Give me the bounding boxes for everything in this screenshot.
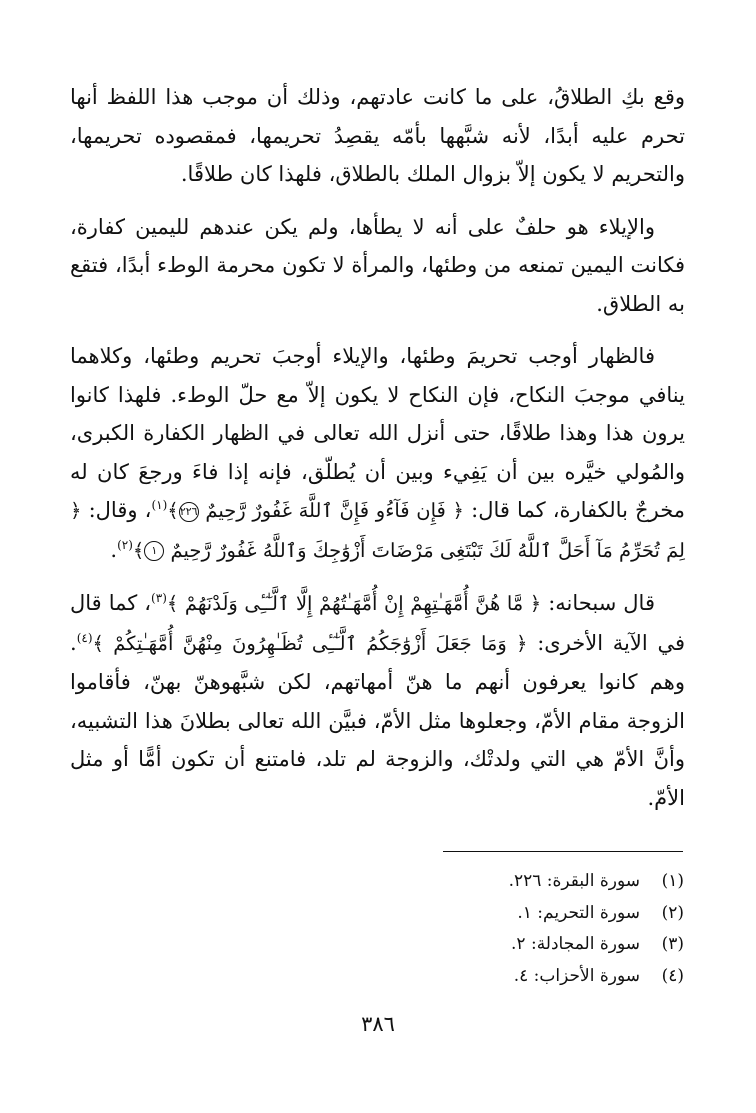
footnote-number: (١)	[661, 871, 684, 891]
footnote-text: سورة الأحزاب: ٤.	[513, 965, 640, 986]
paragraph-4-text: قال سبحانه:	[548, 591, 655, 615]
quran-verse-3: ﴿ مَّا هُنَّ أُمَّهَـٰتِهِمْ إِنْ أُمَّهَـٰتُهُمْ إِلَّا ٱلَّـٰٓـِٔى وَلَدْنَهُمْ ﴾	[166, 592, 542, 615]
footnote-separator	[443, 851, 683, 852]
quran-verse-4: ﴿ وَمَا جَعَلَ أَزْوَٰجَكُمُ ٱلَّـٰٓـِٔى تُظَـٰهِرُونَ مِنْهُنَّ أُمَّهَـٰتِكُمْ ﴾	[92, 631, 528, 655]
main-text	[70, 78, 685, 817]
paragraph-2: والإيلاء هو حلفٌ على أنه لا يطأها، ولم يكن عندهم لليمين كفارة، فكانت اليمين تمنعه من وطئها، والمرأة لا تكون محرمة الوطء أبدًا، فتقع به الطلاق.	[70, 214, 685, 316]
quran-verse-1	[167, 499, 464, 522]
footnotes	[324, 866, 684, 992]
footnote-1	[324, 866, 684, 898]
paragraph-4-continuation: ، كما قال في الآية الأخرى:	[70, 591, 685, 655]
paragraph-3-continuation: ، وقال:	[88, 498, 152, 522]
page-number: ٣٨٦	[361, 1012, 395, 1036]
paragraph-3-text: فالظهار أوجب تحريمَ وطئها، والإيلاء أوجبَ تحريم وطئها، وكلاهما ينافي موجبَ النكاح، فإن النكاح لا يكون إلاّ مع حلّ الوطء. فلهذا كانوا يرون هذا وهذا طلاقًا، حتى أنزل الله تعالى في الظهار الكفارة الكبرى، والمُولي خيَّره بين أن يَفِيء وبين أن يُطلّق، فإنه إذا فاءَ ورجعَ كان له مخرجٌ بالكفارة، كما قال:	[70, 344, 686, 522]
footnote-3	[324, 929, 684, 961]
footnote-text: سورة البقرة: ٢٢٦.	[508, 871, 640, 891]
quran-bracket-close: ﴾	[167, 499, 179, 522]
paragraph-3	[70, 337, 685, 570]
footnote-number: (٤)	[661, 965, 684, 986]
paragraph-1: وقع بكِ الطلاقُ، على ما كانت عادتهم، وذلك أن موجب هذا اللفظ أنها تحرم عليه أبدًا، لأنه شبَّهها بأمّه يقصِدُ تحريمها، فمقصوده تحريمها، والتحريم لا يكون إلاّ بزوال الملك بالطلاق، فلهذا كان طلاقًا.	[70, 85, 685, 186]
ayah-number-marker: ١	[144, 541, 164, 561]
footnote-ref-3[interactable]: (٣)	[151, 591, 167, 605]
footnote-4	[324, 961, 684, 993]
ayah-number-marker: ٢٢٦	[179, 502, 199, 522]
footnote-number: (٣)	[661, 934, 684, 954]
footnote-2	[324, 898, 684, 930]
paragraph-4-end: . وهم كانوا يعرفون أنهم ما هنّ أمهاتهم، لكن شبَّهوهنّ بهنّ، فأقاموا الزوجة مقام الأمّ، وجعلوها مثل الأمّ، فبيَّن الله تعالى بطلانَ هذا التشبيه، وأنَّ الأمّ هي التي ولدتْك، والزوجة لم تلد، فامتنع أن تكون أمًّا أو مثل الأمّ.	[70, 630, 685, 810]
footnote-text: سورة المجادلة: ٢.	[511, 934, 640, 954]
quran-bracket-close: ﴾	[132, 538, 145, 562]
footnote-ref-4[interactable]: (٤)	[76, 630, 93, 645]
paragraph-4	[70, 584, 685, 817]
paragraph-3-end: .	[110, 537, 118, 562]
quran-verse-1-text: ﴿ فَإِن فَآءُو فَإِنَّ ٱللَّهَ غَفُورٌ رَّحِيمٌ	[205, 499, 464, 522]
footnote-text: سورة التحريم: ١.	[517, 902, 640, 923]
footnote-ref-1[interactable]: (١)	[151, 498, 168, 512]
footnote-number: (٢)	[661, 902, 684, 923]
footnote-ref-2[interactable]: (٢)	[117, 537, 133, 552]
quran-verse-2-text: ﴿ لِمَ تُحَرِّمُ مَآ أَحَلَّ ٱللَّهُ لَكَ تَبْتَغِى مَرْضَاتَ أَزْوَٰجِكَ وَٱللَّهُ غَفُورٌ رَّحِيمٌ	[70, 499, 685, 562]
